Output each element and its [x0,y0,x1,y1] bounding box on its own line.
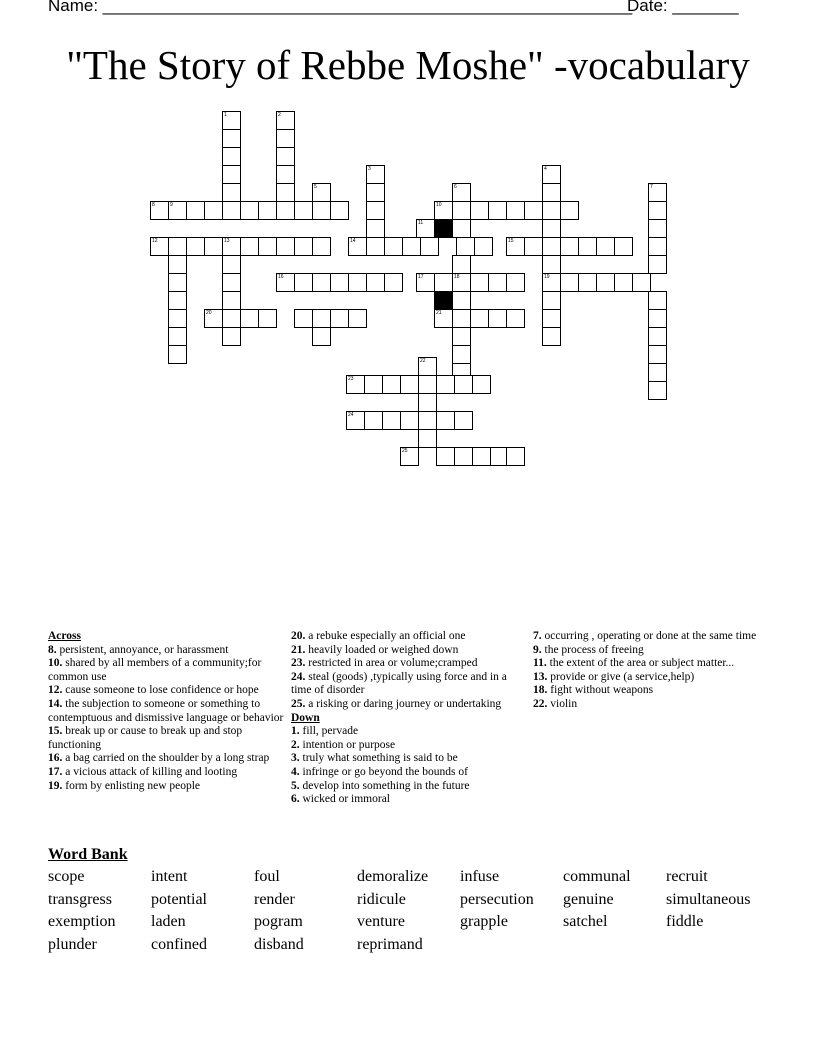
crossword-cell[interactable] [222,201,241,220]
clue-item [291,630,521,644]
clue-text: a vicious attack of killing and looting [62,765,238,778]
clue-text: provide or give (a service,help) [547,670,695,683]
crossword-cell[interactable] [542,327,561,346]
clue-text: form by enlisting new people [62,779,201,792]
clue-number: 24 [348,412,354,418]
crossword-cell[interactable] [470,201,489,220]
clue-number: 5 [314,184,317,190]
clue-text: restricted in area or volume;cramped [305,657,478,670]
clue-text: heavily loaded or weighed down [305,643,459,656]
crossword-cell[interactable] [418,429,437,448]
clues-column-2 [291,630,521,807]
crossword-cell[interactable] [506,447,525,466]
clue-text: fill, pervade [299,725,359,738]
clue-number-label: 2. [291,738,300,751]
crossword-cell[interactable] [150,201,169,220]
crossword-cell[interactable] [488,201,507,220]
clue-number: 13 [224,238,230,244]
clue-text: a bag carried on the shoulder by a long strap [62,752,270,765]
crossword-cell[interactable] [276,111,295,130]
word-bank-word: persecution [460,890,534,908]
word-bank-word: laden [151,913,186,930]
across-clue-list-continued [291,630,521,712]
word-bank-word: communal [563,868,631,885]
clue-number-label: 14. [48,697,63,710]
crossword-cell[interactable] [312,273,331,292]
crossword-cell[interactable] [596,273,615,292]
crossword-cell[interactable] [452,327,471,346]
word-bank-word: recruit [666,868,708,885]
word-bank-word: intent [151,868,188,885]
clue-item [291,780,521,794]
crossword-cell[interactable] [452,183,471,202]
crossword-cell[interactable] [294,273,313,292]
clue-number-label: 22. [533,697,548,710]
crossword-cell[interactable] [312,183,331,202]
word-bank-word: reprimand [357,935,423,953]
crossword-cell[interactable] [366,273,385,292]
crossword-block-cell [434,291,453,310]
word-bank-word: foul [254,868,280,885]
crossword-cell[interactable] [524,237,543,256]
crossword-cell[interactable] [400,375,419,394]
crossword-cell[interactable] [596,237,615,256]
clue-number-label: 16. [48,752,63,765]
crossword-cell[interactable] [472,375,491,394]
crossword-cell[interactable] [472,447,491,466]
crossword-cell[interactable] [276,165,295,184]
crossword-cell[interactable] [400,447,419,466]
clue-number: 6 [454,184,457,190]
clue-number: 12 [152,238,158,244]
clue-number: 25 [402,448,408,454]
clue-number-label: 1. [291,725,300,738]
crossword-cell[interactable] [542,219,561,238]
crossword-cell[interactable] [434,201,453,220]
word-bank-word: confined [151,935,207,953]
crossword-cell[interactable] [168,309,187,328]
clue-item [48,684,284,698]
crossword-cell[interactable] [420,237,439,256]
crossword-cell[interactable] [542,309,561,328]
clue-item [533,684,763,698]
crossword-cell[interactable] [452,291,471,310]
crossword-cell[interactable] [578,237,597,256]
crossword-cell[interactable] [506,237,525,256]
crossword-cell[interactable] [168,273,187,292]
crossword-cell[interactable] [578,273,597,292]
crossword-cell[interactable] [506,201,525,220]
crossword-cell[interactable] [452,255,471,274]
word-bank-word: pogram [254,913,303,930]
crossword-cell[interactable] [294,201,313,220]
crossword-cell[interactable] [222,291,241,310]
clue-number: 4 [544,166,547,172]
crossword-cell[interactable] [648,201,667,220]
clues-column-1 [48,630,284,793]
word-bank-word: genuine [563,890,614,908]
down-clue-list [291,725,521,807]
crossword-cell[interactable] [366,183,385,202]
clue-number-label: 5. [291,779,300,792]
crossword-cell[interactable] [648,327,667,346]
clue-text: develop into something in the future [299,779,470,792]
crossword-cell[interactable] [418,393,437,412]
crossword-cell[interactable] [436,411,455,430]
clue-item [533,630,763,644]
name-field-label: Name: ________________________________________________________ [48,0,633,15]
clue-item [291,671,521,698]
clue-text: violin [547,697,578,710]
word-bank-word: disband [254,935,304,953]
word-bank-word: fiddle [666,913,704,930]
crossword-cell[interactable] [312,327,331,346]
crossword-cell[interactable] [648,381,667,400]
across-clue-list [48,644,284,794]
crossword-cell[interactable] [204,309,223,328]
clue-item [48,644,284,658]
crossword-cell[interactable] [454,411,473,430]
crossword-cell[interactable] [542,273,561,292]
crossword-cell[interactable] [258,309,277,328]
clue-item [291,698,521,712]
crossword-cell[interactable] [186,237,205,256]
crossword-cell[interactable] [542,183,561,202]
crossword-cell[interactable] [276,147,295,166]
clue-number-label: 3. [291,752,300,765]
word-bank-word: grapple [460,913,508,930]
crossword-cell[interactable] [276,183,295,202]
crossword-cell[interactable] [168,237,187,256]
page-title: "The Story of Rebbe Moshe" -vocabulary [66,42,750,88]
crossword-cell[interactable] [560,273,579,292]
crossword-cell[interactable] [470,309,489,328]
clue-number-label: 12. [48,684,63,697]
crossword-cell[interactable] [366,219,385,238]
clue-number-label: 21. [291,643,306,656]
crossword-cell[interactable] [384,237,403,256]
word-bank-word: potential [151,890,207,908]
crossword-cell[interactable] [524,201,543,220]
crossword-grid [0,0,816,480]
word-bank-word: plunder [48,935,97,953]
clue-item [291,793,521,807]
clue-text: a risking or daring journey or undertaking [305,697,502,710]
crossword-cell[interactable] [648,345,667,364]
clue-text: fight without weapons [547,684,654,697]
clue-number-label: 6. [291,793,300,806]
clue-item [48,725,284,752]
clue-number: 1 [224,112,227,118]
clue-text: break up or cause to break up and stop functioning [48,725,243,751]
word-bank-word: ridicule [357,890,406,908]
crossword-cell[interactable] [276,273,295,292]
clue-number: 23 [348,376,354,382]
crossword-cell[interactable] [474,237,493,256]
crossword-cell[interactable] [418,375,437,394]
clue-text: infringe or go beyond the bounds of [299,765,468,778]
crossword-cell[interactable] [470,273,489,292]
clue-number-label: 19. [48,779,63,792]
crossword-cell[interactable] [488,309,507,328]
crossword-cell[interactable] [222,165,241,184]
crossword-cell[interactable] [434,273,453,292]
crossword-cell[interactable] [434,309,453,328]
crossword-cell[interactable] [416,273,435,292]
crossword-cell[interactable] [330,201,349,220]
crossword-cell[interactable] [312,309,331,328]
crossword-cell[interactable] [222,111,241,130]
crossword-cell[interactable] [240,201,259,220]
clue-text: cause someone to lose confidence or hope [62,684,259,697]
crossword-cell[interactable] [542,291,561,310]
crossword-cell[interactable] [186,201,205,220]
clue-text: a rebuke especially an official one [305,630,466,642]
crossword-cell[interactable] [240,309,259,328]
clue-text: truly what something is said to be [299,752,458,765]
crossword-cell[interactable] [150,237,169,256]
crossword-cell[interactable] [222,237,241,256]
crossword-cell[interactable] [452,273,471,292]
clue-text: occurring , operating or done at the same time [541,630,757,642]
crossword-cell[interactable] [330,273,349,292]
crossword-cell[interactable] [366,237,385,256]
crossword-cell[interactable] [452,219,471,238]
clue-text: the subjection to someone or something to contemptuous and dismissive language or behavior [48,697,284,724]
crossword-cell[interactable] [456,237,475,256]
clue-number: 11 [418,220,424,226]
clue-number-label: 15. [48,725,63,738]
clue-number-label: 7. [533,630,542,642]
crossword-cell[interactable] [222,309,241,328]
crossword-cell[interactable] [436,375,455,394]
crossword-cell[interactable] [614,237,633,256]
crossword-cell[interactable] [364,375,383,394]
crossword-cell[interactable] [168,327,187,346]
crossword-cell[interactable] [452,345,471,364]
clue-number: 8 [152,202,155,208]
word-bank-word: transgress [48,890,112,908]
clue-number: 3 [368,166,371,172]
clue-number: 19 [544,274,550,280]
clue-number: 15 [508,238,514,244]
crossword-cell[interactable] [276,129,295,148]
crossword-cell[interactable] [648,183,667,202]
crossword-cell[interactable] [560,237,579,256]
word-bank-title: Word Bank [48,846,128,863]
clue-number: 21 [436,310,442,316]
clue-number-label: 13. [533,670,548,683]
crossword-cell[interactable] [222,147,241,166]
crossword-cell[interactable] [364,411,383,430]
clue-text: wicked or immoral [299,793,391,806]
clue-item [48,752,284,766]
crossword-cell[interactable] [330,309,349,328]
crossword-cell[interactable] [312,201,331,220]
clue-number-label: 17. [48,765,63,778]
clue-number: 16 [278,274,284,280]
clue-item [291,752,521,766]
crossword-cell[interactable] [632,273,651,292]
date-field-label: Date: _______ [627,0,739,15]
crossword-cell[interactable] [346,375,365,394]
crossword-cell[interactable] [348,237,367,256]
clue-text: steal (goods) ,typically using force and in a time of disorder [291,670,507,697]
clue-item [291,739,521,753]
clue-item [48,698,284,725]
crossword-block-cell [434,219,453,238]
clue-item [291,644,521,658]
crossword-cell[interactable] [276,237,295,256]
word-bank-word: venture [357,913,405,930]
clue-number: 7 [650,184,653,190]
clue-number: 18 [454,274,460,280]
clue-item [533,671,763,685]
crossword-cell[interactable] [240,237,259,256]
crossword-cell[interactable] [348,273,367,292]
crossword-cell[interactable] [648,363,667,382]
crossword-cell[interactable] [560,201,579,220]
crossword-cell[interactable] [222,183,241,202]
clue-number: 17 [418,274,424,280]
crossword-cell[interactable] [506,309,525,328]
crossword-cell[interactable] [258,201,277,220]
crossword-cell[interactable] [294,309,313,328]
crossword-cell[interactable] [382,375,401,394]
crossword-cell[interactable] [168,345,187,364]
clue-item [48,780,284,794]
word-bank-word: scope [48,868,85,885]
crossword-cell[interactable] [436,447,455,466]
clues-column-3 [533,630,763,712]
crossword-cell[interactable] [168,291,187,310]
clue-item [48,657,284,684]
crossword-cell[interactable] [168,255,187,274]
crossword-cell[interactable] [542,255,561,274]
crossword-cell[interactable] [222,273,241,292]
crossword-cell[interactable] [366,201,385,220]
clue-number-label: 25. [291,697,306,710]
clue-item [533,698,763,712]
clue-number: 2 [278,112,281,118]
crossword-cell[interactable] [312,237,331,256]
word-bank-word: satchel [563,913,608,930]
clue-number-label: 10. [48,657,63,670]
word-bank-word: render [254,890,295,908]
crossword-cell[interactable] [454,375,473,394]
clue-text: the process of freeing [541,643,644,656]
crossword-cell[interactable] [452,201,471,220]
crossword-cell[interactable] [488,273,507,292]
crossword-cell[interactable] [418,411,437,430]
crossword-cell[interactable] [402,237,421,256]
crossword-cell[interactable] [648,291,667,310]
clue-number-label: 9. [533,643,542,656]
clue-number-label: 18. [533,684,548,697]
clue-number-label: 11. [533,657,547,670]
crossword-cell[interactable] [648,237,667,256]
clue-number: 20 [206,310,212,316]
crossword-cell[interactable] [204,201,223,220]
crossword-cell[interactable] [648,219,667,238]
crossword-cell[interactable] [346,411,365,430]
clue-number-label: 8. [48,643,57,656]
clue-text: the extent of the area or subject matter... [546,657,735,670]
clue-text: intention or purpose [299,738,396,751]
crossword-cell[interactable] [258,237,277,256]
clue-number-label: 20. [291,630,306,642]
across-heading: Across [48,630,82,642]
crossword-cell[interactable] [614,273,633,292]
clue-item [48,766,284,780]
crossword-cell[interactable] [648,255,667,274]
crossword-cell[interactable] [506,273,525,292]
crossword-cell[interactable] [366,165,385,184]
crossword-cell[interactable] [168,201,187,220]
crossword-cell[interactable] [416,219,435,238]
clue-item [533,644,763,658]
word-bank-word: simultaneous [666,890,751,908]
crossword-cell[interactable] [222,327,241,346]
crossword-cell[interactable] [348,309,367,328]
clue-number: 9 [170,202,173,208]
clue-number: 22 [420,358,426,364]
crossword-cell[interactable] [222,129,241,148]
word-bank-word: infuse [460,868,500,885]
clue-text: persistent, annoyance, or harassment [56,643,229,656]
down-clue-list-continued [533,630,763,712]
crossword-cell[interactable] [454,447,473,466]
clue-number-label: 24. [291,670,306,683]
clue-text: shared by all members of a community;for common use [48,657,262,683]
clue-number: 14 [350,238,356,244]
clue-number-label: 4. [291,765,300,778]
clue-item [291,766,521,780]
crossword-cell[interactable] [384,273,403,292]
clue-item [291,657,521,671]
crossword-cell[interactable] [542,165,561,184]
crossword-cell[interactable] [418,357,437,376]
crossword-cell[interactable] [294,237,313,256]
clue-item [291,725,521,739]
clue-number: 10 [436,202,442,208]
crossword-cell[interactable] [400,411,419,430]
crossword-cell[interactable] [648,309,667,328]
crossword-cell[interactable] [204,237,223,256]
clue-item [533,657,763,671]
word-bank-word: demoralize [357,868,429,885]
clue-number-label: 23. [291,657,306,670]
crossword-cell[interactable] [382,411,401,430]
crossword-cell[interactable] [276,201,295,220]
down-heading: Down [291,711,320,724]
word-bank-word: exemption [48,913,116,930]
crossword-cell[interactable] [542,201,561,220]
crossword-cell[interactable] [222,255,241,274]
